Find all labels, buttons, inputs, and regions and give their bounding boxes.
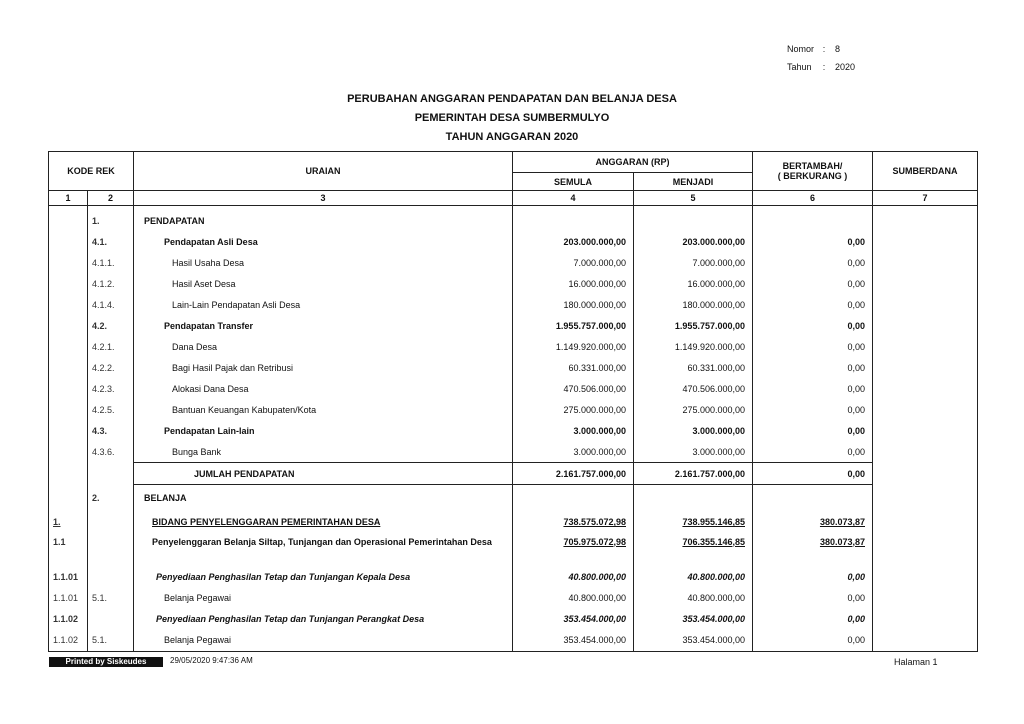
kode-2 xyxy=(88,463,134,485)
sumberdana xyxy=(873,273,978,294)
sumberdana xyxy=(873,533,978,567)
table-row xyxy=(49,357,978,378)
kode-2: 4.1.4. xyxy=(88,294,134,315)
uraian: Hasil Usaha Desa xyxy=(134,252,513,273)
table-row xyxy=(49,399,978,420)
semula: 3.000.000,00 xyxy=(513,441,634,463)
sumberdana xyxy=(873,399,978,420)
kode-1 xyxy=(49,315,88,336)
selisih: 0,00 xyxy=(753,609,873,630)
uraian: PENDAPATAN xyxy=(134,206,513,232)
sumberdana xyxy=(873,567,978,588)
table-row xyxy=(49,609,978,630)
semula xyxy=(513,485,634,512)
sumberdana xyxy=(873,378,978,399)
kode-2: 4.3.6. xyxy=(88,441,134,463)
col-number-1: 1 xyxy=(49,191,88,206)
semula: 60.331.000,00 xyxy=(513,357,634,378)
total-row xyxy=(49,463,978,485)
selisih xyxy=(753,485,873,512)
uraian: BIDANG PENYELENGGARAN PEMERINTAHAN DESA xyxy=(134,512,513,533)
nomor-value: 8 xyxy=(835,44,841,54)
sumberdana xyxy=(873,315,978,336)
kode-1: 1.1.02 xyxy=(49,609,88,630)
menjadi: 353.454.000,00 xyxy=(634,630,753,652)
uraian: Pendapatan Asli Desa xyxy=(134,231,513,252)
kode-2: 4.2. xyxy=(88,315,134,336)
kode-1 xyxy=(49,378,88,399)
menjadi: 1.955.757.000,00 xyxy=(634,315,753,336)
kode-2: 4.3. xyxy=(88,420,134,441)
col-number-3: 3 xyxy=(134,191,513,206)
kode-1 xyxy=(49,206,88,232)
menjadi: 3.000.000,00 xyxy=(634,420,753,441)
sumberdana xyxy=(873,485,978,512)
uraian: Hasil Aset Desa xyxy=(134,273,513,294)
menjadi: 40.800.000,00 xyxy=(634,588,753,609)
uraian: Penyelenggaran Belanja Siltap, Tunjangan dan Operasional Pemerintahan Desa xyxy=(134,533,513,567)
printed-timestamp: 29/05/2020 9:47:36 AM xyxy=(170,656,253,665)
col-number-7: 7 xyxy=(873,191,978,206)
budget-table xyxy=(48,151,978,652)
printed-by-badge: Printed by Siskeudes xyxy=(49,657,163,667)
selisih: 0,00 xyxy=(753,588,873,609)
kode-2: 4.1.2. xyxy=(88,273,134,294)
sumberdana xyxy=(873,206,978,232)
selisih: 0,00 xyxy=(753,231,873,252)
kode-2: 5.1. xyxy=(88,630,134,652)
menjadi xyxy=(634,485,753,512)
menjadi: 275.000.000,00 xyxy=(634,399,753,420)
header-semula: SEMULA xyxy=(513,173,634,191)
table-row xyxy=(49,485,978,512)
kode-2 xyxy=(88,567,134,588)
col-number-4: 4 xyxy=(513,191,634,206)
sumberdana xyxy=(873,441,978,463)
document-subtitle-village: PEMERINTAH DESA SUMBERMULYO xyxy=(414,112,610,124)
tahun-value: 2020 xyxy=(835,62,856,72)
uraian: Dana Desa xyxy=(134,336,513,357)
semula: 40.800.000,00 xyxy=(513,567,634,588)
header-menjadi: MENJADI xyxy=(634,173,753,191)
semula: 705.975.072,98 xyxy=(513,533,634,567)
kode-1 xyxy=(49,399,88,420)
col-number-2: 2 xyxy=(88,191,134,206)
kode-2 xyxy=(88,533,134,567)
uraian: Alokasi Dana Desa xyxy=(134,378,513,399)
sumberdana xyxy=(873,336,978,357)
table-row xyxy=(49,252,978,273)
menjadi: 40.800.000,00 xyxy=(634,567,753,588)
semula: 738.575.072,98 xyxy=(513,512,634,533)
semula: 203.000.000,00 xyxy=(513,231,634,252)
table-row xyxy=(49,441,978,463)
table-row xyxy=(49,336,978,357)
kode-1 xyxy=(49,336,88,357)
kode-1 xyxy=(49,231,88,252)
sumberdana xyxy=(873,231,978,252)
uraian: Bagi Hasil Pajak dan Retribusi xyxy=(134,357,513,378)
tahun-label: Tahun xyxy=(787,62,812,72)
col-number-6: 6 xyxy=(753,191,873,206)
table-row xyxy=(49,588,978,609)
kode-2: 4.2.1. xyxy=(88,336,134,357)
semula xyxy=(513,206,634,232)
semula: 470.506.000,00 xyxy=(513,378,634,399)
selisih: 0,00 xyxy=(753,420,873,441)
selisih: 0,00 xyxy=(753,441,873,463)
menjadi: 16.000.000,00 xyxy=(634,273,753,294)
table-row xyxy=(49,533,978,567)
kode-1 xyxy=(49,420,88,441)
table-row xyxy=(49,378,978,399)
semula: 1.955.757.000,00 xyxy=(513,315,634,336)
kode-1: 1.1 xyxy=(49,533,88,567)
kode-1 xyxy=(49,357,88,378)
selisih: 0,00 xyxy=(753,399,873,420)
uraian: Pendapatan Lain-lain xyxy=(134,420,513,441)
uraian: Lain-Lain Pendapatan Asli Desa xyxy=(134,294,513,315)
table-row xyxy=(49,630,978,652)
uraian: Bunga Bank xyxy=(134,441,513,463)
kode-1 xyxy=(49,485,88,512)
page-number: Halaman 1 xyxy=(894,657,938,667)
menjadi: 1.149.920.000,00 xyxy=(634,336,753,357)
menjadi: 3.000.000,00 xyxy=(634,441,753,463)
selisih xyxy=(753,206,873,232)
sumberdana xyxy=(873,420,978,441)
kode-2: 4.1. xyxy=(88,231,134,252)
total-semula: 2.161.757.000,00 xyxy=(513,463,634,485)
kode-1: 1.1.02 xyxy=(49,630,88,652)
selisih: 0,00 xyxy=(753,294,873,315)
menjadi: 738.955.146,85 xyxy=(634,512,753,533)
menjadi: 203.000.000,00 xyxy=(634,231,753,252)
table-row xyxy=(49,273,978,294)
menjadi: 180.000.000,00 xyxy=(634,294,753,315)
uraian: BELANJA xyxy=(134,485,513,512)
header-bertambah-berkurang xyxy=(753,152,873,191)
header-bertambah: BERTAMBAH/ xyxy=(782,161,843,171)
selisih: 0,00 xyxy=(753,252,873,273)
uraian: Penyediaan Penghasilan Tetap dan Tunjangan Perangkat Desa xyxy=(134,609,513,630)
table-row xyxy=(49,512,978,533)
semula: 180.000.000,00 xyxy=(513,294,634,315)
sumberdana xyxy=(873,588,978,609)
kode-1 xyxy=(49,294,88,315)
uraian: Penyediaan Penghasilan Tetap dan Tunjangan Kepala Desa xyxy=(134,567,513,588)
kode-2: 4.2.3. xyxy=(88,378,134,399)
kode-1: 1.1.01 xyxy=(49,567,88,588)
kode-1: 1.1.01 xyxy=(49,588,88,609)
sumberdana xyxy=(873,630,978,652)
kode-2: 1. xyxy=(88,206,134,232)
total-label: JUMLAH PENDAPATAN xyxy=(134,463,513,485)
selisih: 0,00 xyxy=(753,336,873,357)
menjadi: 353.454.000,00 xyxy=(634,609,753,630)
semula: 3.000.000,00 xyxy=(513,420,634,441)
nomor-separator: : xyxy=(822,44,826,54)
table-row xyxy=(49,206,978,232)
sumberdana xyxy=(873,294,978,315)
kode-2: 4.2.2. xyxy=(88,357,134,378)
header-sumberdana: SUMBERDANA xyxy=(873,152,978,191)
uraian: Bantuan Keuangan Kabupaten/Kota xyxy=(134,399,513,420)
header-berkurang: ( BERKURANG ) xyxy=(777,171,848,181)
kode-1 xyxy=(49,463,88,485)
tahun-separator: : xyxy=(822,62,826,72)
nomor-row xyxy=(787,40,855,58)
uraian: Belanja Pegawai xyxy=(134,630,513,652)
kode-2: 4.2.5. xyxy=(88,399,134,420)
document-meta xyxy=(787,40,855,76)
document-title: PERUBAHAN ANGGARAN PENDAPATAN DAN BELANJA DESA xyxy=(347,93,677,105)
semula: 7.000.000,00 xyxy=(513,252,634,273)
selisih: 0,00 xyxy=(753,315,873,336)
tahun-row xyxy=(787,58,855,76)
semula: 1.149.920.000,00 xyxy=(513,336,634,357)
sumberdana xyxy=(873,463,978,485)
sumberdana xyxy=(873,609,978,630)
semula: 40.800.000,00 xyxy=(513,588,634,609)
table-row xyxy=(49,420,978,441)
menjadi: 706.355.146,85 xyxy=(634,533,753,567)
table-row xyxy=(49,294,978,315)
total-menjadi: 2.161.757.000,00 xyxy=(634,463,753,485)
table-row xyxy=(49,315,978,336)
selisih: 380.073,87 xyxy=(753,533,873,567)
sumberdana xyxy=(873,357,978,378)
uraian: Pendapatan Transfer xyxy=(134,315,513,336)
menjadi xyxy=(634,206,753,232)
kode-2: 2. xyxy=(88,485,134,512)
kode-1: 1. xyxy=(49,512,88,533)
sumberdana xyxy=(873,252,978,273)
selisih: 0,00 xyxy=(753,378,873,399)
selisih: 0,00 xyxy=(753,567,873,588)
semula: 353.454.000,00 xyxy=(513,630,634,652)
selisih: 0,00 xyxy=(753,357,873,378)
table-row xyxy=(49,567,978,588)
kode-2 xyxy=(88,609,134,630)
nomor-label: Nomor xyxy=(787,44,815,54)
semula: 16.000.000,00 xyxy=(513,273,634,294)
selisih: 0,00 xyxy=(753,630,873,652)
semula: 353.454.000,00 xyxy=(513,609,634,630)
kode-1 xyxy=(49,252,88,273)
kode-2: 5.1. xyxy=(88,588,134,609)
selisih: 380.073,87 xyxy=(753,512,873,533)
kode-2 xyxy=(88,512,134,533)
header-anggaran: ANGGARAN (RP) xyxy=(513,152,753,173)
kode-1 xyxy=(49,441,88,463)
header-kode-rek: KODE REK xyxy=(49,152,134,191)
menjadi: 7.000.000,00 xyxy=(634,252,753,273)
header-uraian: URAIAN xyxy=(134,152,513,191)
kode-1 xyxy=(49,273,88,294)
semula: 275.000.000,00 xyxy=(513,399,634,420)
menjadi: 60.331.000,00 xyxy=(634,357,753,378)
menjadi: 470.506.000,00 xyxy=(634,378,753,399)
selisih: 0,00 xyxy=(753,273,873,294)
document-subtitle-year: TAHUN ANGGARAN 2020 xyxy=(445,131,579,143)
uraian: Belanja Pegawai xyxy=(134,588,513,609)
total-selisih: 0,00 xyxy=(753,463,873,485)
kode-2: 4.1.1. xyxy=(88,252,134,273)
table-row xyxy=(49,231,978,252)
sumberdana xyxy=(873,512,978,533)
col-number-5: 5 xyxy=(634,191,753,206)
